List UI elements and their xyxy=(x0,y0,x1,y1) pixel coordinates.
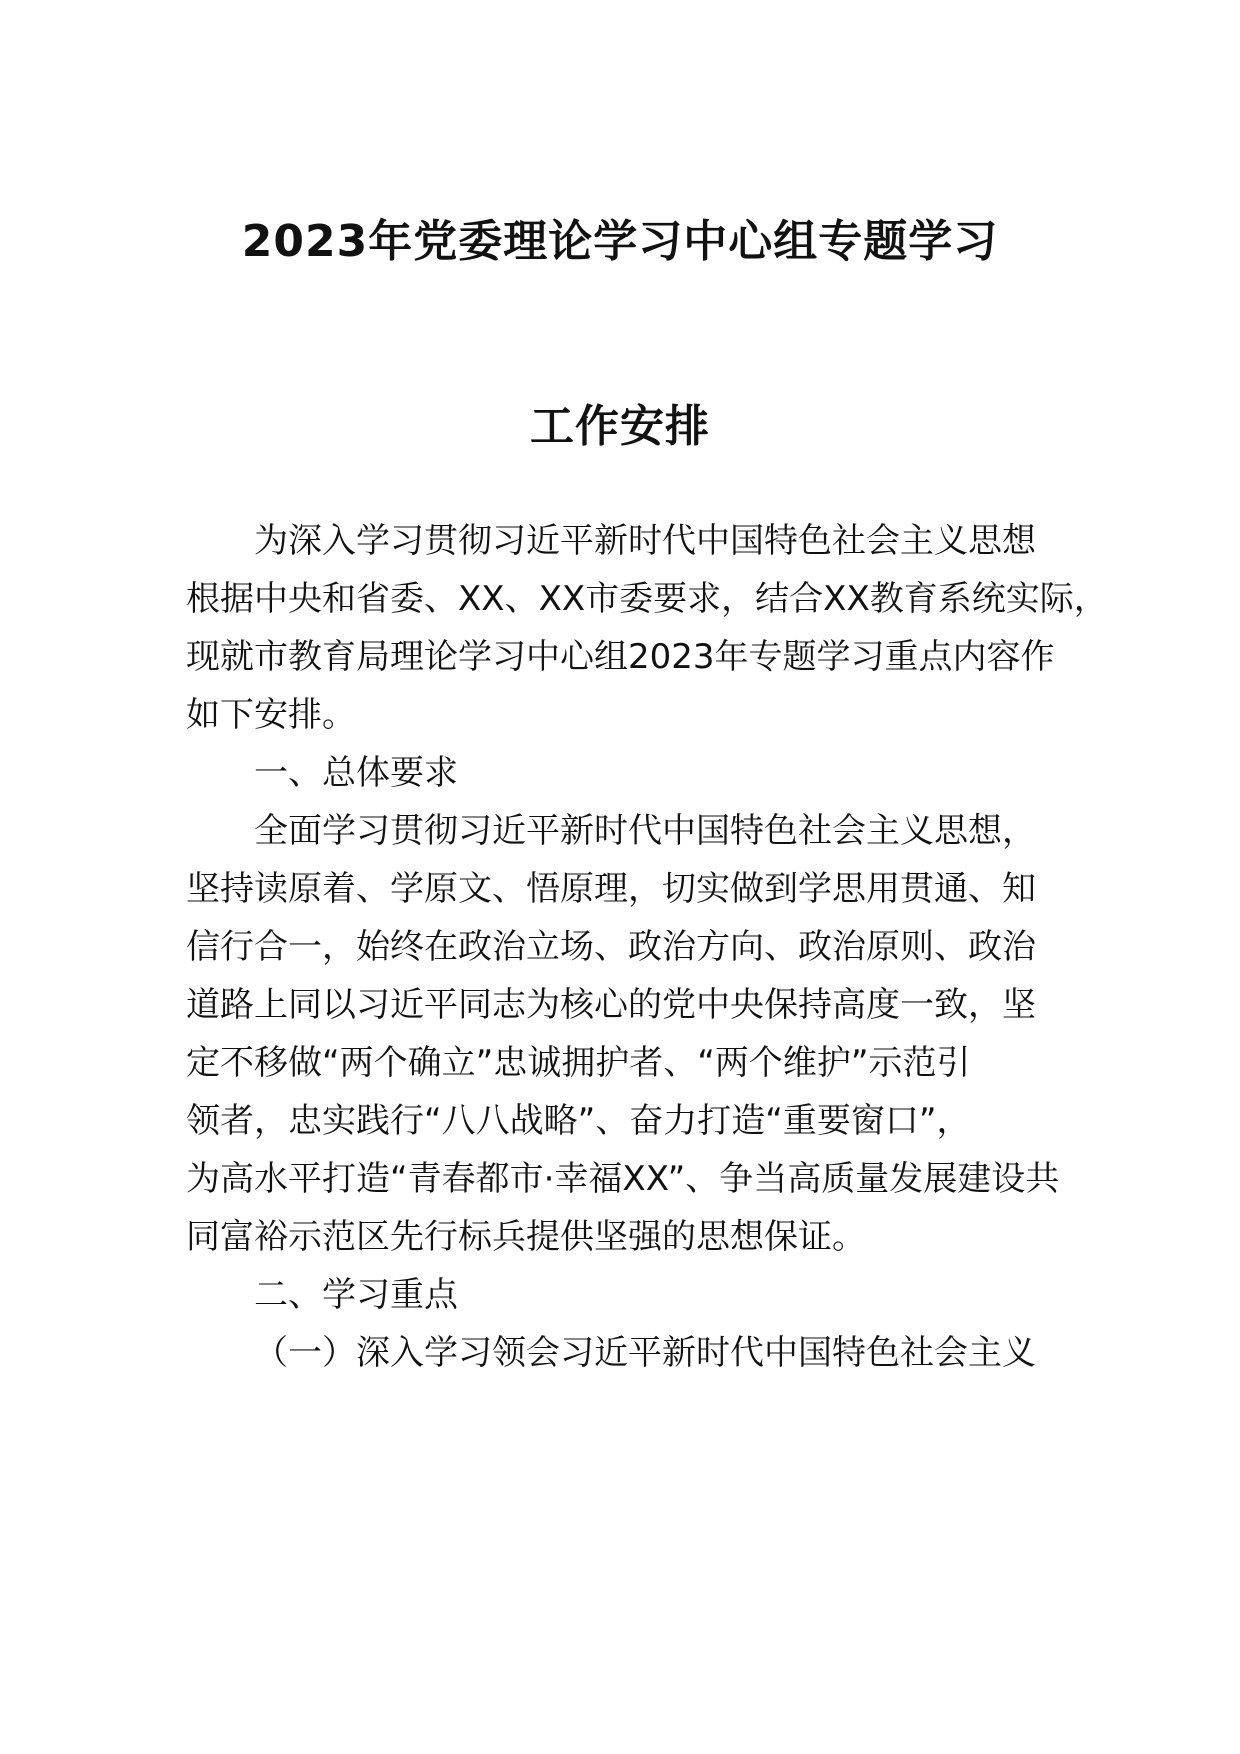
paragraph-2-line-1: 全面学习贯彻习近平新时代中国特色社会主义思想， xyxy=(254,811,1036,851)
paragraph-2-line-3: 信行合一，始终在政治立场、政治方向、政治原则、政治 xyxy=(186,927,1036,967)
section-heading-2: 二、学习重点 xyxy=(254,1275,458,1315)
paragraph-2-line-8: 同富裕示范区先行标兵提供坚强的思想保证。 xyxy=(186,1217,866,1257)
paragraph-1-line-2: 根据中央和省委、XX、XX市委要求，结合XX教育系统实际， xyxy=(186,579,1108,619)
paragraph-1-line-1: 为深入学习贯彻习近平新时代中国特色社会主义思想 xyxy=(254,521,1036,561)
section-heading-1: 一、总体要求 xyxy=(254,753,458,793)
paragraph-2-line-7: 为高水平打造“青春都市·幸福XX”、争当高质量发展建设共 xyxy=(186,1159,1060,1199)
paragraph-2-line-2: 坚持读原着、学原文、悟原理，切实做到学思用贯通、知 xyxy=(186,869,1036,909)
paragraph-2-line-6: 领者，忠实践行“八八战略”、奋力打造“重要窗口”， xyxy=(186,1101,971,1141)
paragraph-1-line-4: 如下安排。 xyxy=(186,695,356,735)
paragraph-1-line-3: 现就市教育局理论学习中心组2023年专题学习重点内容作 xyxy=(186,637,1055,677)
subsection-heading-1: （一）深入学习领会习近平新时代中国特色社会主义 xyxy=(254,1333,1036,1373)
paragraph-2-line-5: 定不移做“两个确立”忠诚拥护者、“两个维护”示范引 xyxy=(186,1043,971,1083)
paragraph-2-line-4: 道路上同以习近平同志为核心的党中央保持高度一致，坚 xyxy=(186,985,1036,1025)
document-title-line-1: 2023年党委理论学习中心组专题学习 xyxy=(241,216,999,267)
document-title-line-2: 工作安排 xyxy=(530,401,710,452)
